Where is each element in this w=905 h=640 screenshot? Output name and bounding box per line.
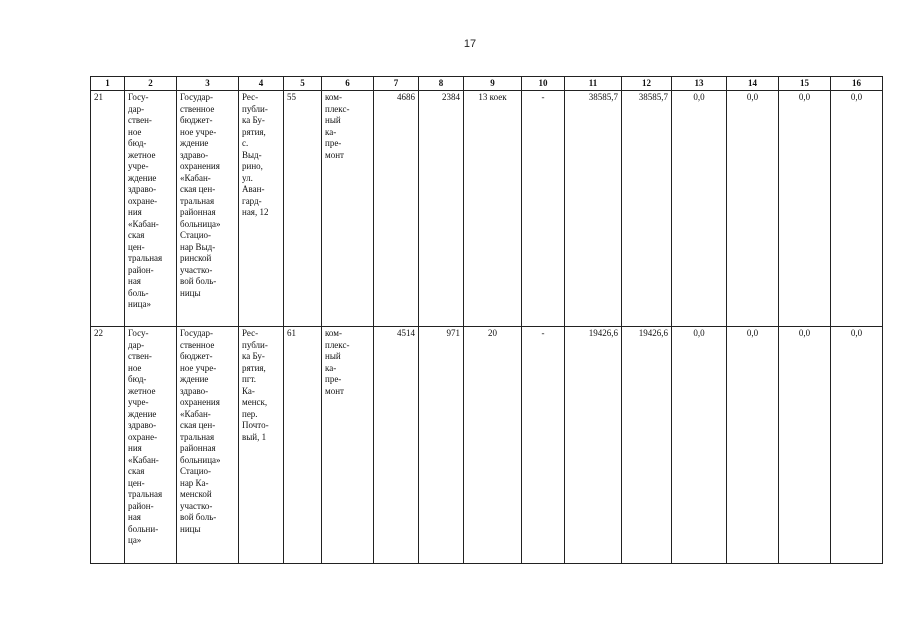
value-cell: 19426,6 [565, 327, 622, 564]
facility-cell: Государ- ственное бюджет- ное учре- ждение здраво- охранения «Кабан- ская цен- тральная районная больница» Стацио- нар Выд- ринской участко- вой боль- ницы [177, 91, 239, 327]
value-cell: 0,0 [727, 327, 779, 564]
col-header: 7 [374, 77, 419, 91]
col-header: 1 [91, 77, 125, 91]
facility-cell: Государ- ственное бюджет- ное учре- ждение здраво- охранения «Кабан- ская цен- тральная районная больница» Стацио- нар Ка- менской участко- вой боль- ницы [177, 327, 239, 564]
value-cell: 19426,6 [622, 327, 672, 564]
col-header: 10 [522, 77, 565, 91]
address-cell: Рес- публи- ка Бу- рятия, пгт. Ка- менск, пер. Почто- вый, 1 [239, 327, 284, 564]
value-cell: 0,0 [779, 327, 831, 564]
value-cell: 0,0 [831, 91, 883, 327]
col-header: 13 [672, 77, 727, 91]
col-header: 11 [565, 77, 622, 91]
col-header: 16 [831, 77, 883, 91]
value-cell: 38585,7 [622, 91, 672, 327]
value-cell: - [522, 91, 565, 327]
work-type-cell: ком- плекс- ный ка- пре- монт [322, 91, 374, 327]
table-row [91, 327, 883, 564]
value-cell: 2384 [419, 91, 464, 327]
value-cell: 0,0 [727, 91, 779, 327]
col-header: 15 [779, 77, 831, 91]
col-header: 8 [419, 77, 464, 91]
capacity-cell: 20 [464, 327, 522, 564]
value-cell: 971 [419, 327, 464, 564]
header-row [91, 77, 883, 91]
row-number-cell: 22 [91, 327, 125, 564]
organization-cell: Госу- дар- ствен- ное бюд- жетное учре- ждение здраво- охране- ния «Кабан- ская цен- тральная район- ная больни- ца» [125, 327, 177, 564]
value-cell: 4686 [374, 91, 419, 327]
col-header: 5 [284, 77, 322, 91]
value-cell: 61 [284, 327, 322, 564]
page-number: 17 [463, 38, 477, 50]
row-number-cell: 21 [91, 91, 125, 327]
value-cell: 4514 [374, 327, 419, 564]
value-cell: 0,0 [779, 91, 831, 327]
work-type-cell: ком- плекс- ный ка- пре- монт [322, 327, 374, 564]
value-cell: - [522, 327, 565, 564]
col-header: 14 [727, 77, 779, 91]
data-table [90, 76, 883, 564]
capacity-cell: 13 коек [464, 91, 522, 327]
col-header: 3 [177, 77, 239, 91]
value-cell: 0,0 [672, 327, 727, 564]
address-cell: Рес- публи- ка Бу- рятия, с. Выд- рино, ул. Аван- гард- ная, 12 [239, 91, 284, 327]
col-header: 12 [622, 77, 672, 91]
value-cell: 0,0 [831, 327, 883, 564]
col-header: 2 [125, 77, 177, 91]
col-header: 9 [464, 77, 522, 91]
table-row [91, 91, 883, 327]
value-cell: 0,0 [672, 91, 727, 327]
value-cell: 55 [284, 91, 322, 327]
organization-cell: Госу- дар- ствен- ное бюд- жетное учре- ждение здраво- охране- ния «Кабан- ская цен- тральная район- ная боль- ница» [125, 91, 177, 327]
value-cell: 38585,7 [565, 91, 622, 327]
col-header: 4 [239, 77, 284, 91]
col-header: 6 [322, 77, 374, 91]
